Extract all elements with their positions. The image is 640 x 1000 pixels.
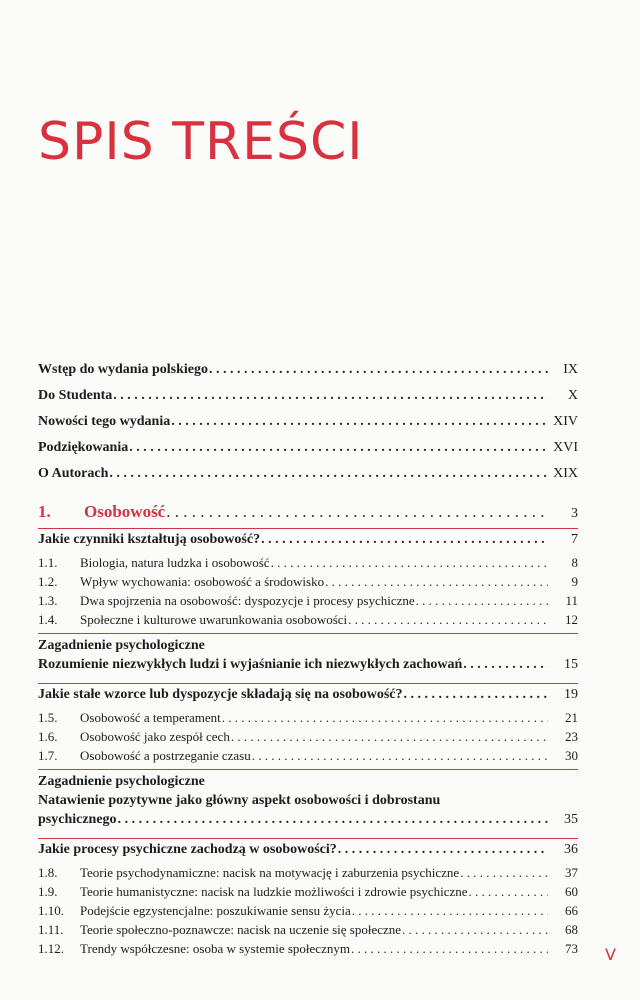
section-number: 1.7.: [38, 748, 58, 763]
toc-issue-1[interactable]: [38, 633, 578, 681]
section-title: Wpływ wychowania: osobowość a środowisko: [80, 574, 325, 589]
toc-subsection[interactable]: [38, 729, 578, 748]
toc-entry-to-student[interactable]: [38, 388, 578, 414]
toc-label: [38, 941, 350, 957]
dot-leader: [166, 502, 548, 522]
toc-subsection[interactable]: [38, 884, 578, 903]
dot-leader: [129, 440, 548, 456]
toc-subsection[interactable]: [38, 710, 578, 729]
toc-page: 9: [571, 574, 578, 589]
section-title: Osobowość a postrzeganie czasu: [80, 748, 251, 763]
toc-page: 11: [565, 593, 578, 608]
toc-page: 66: [565, 903, 578, 918]
toc-label: Jakie procesy psychiczne zachodzą w osobowości?: [38, 842, 337, 857]
toc-page: X: [567, 388, 578, 403]
section-number: 1.1.: [38, 555, 58, 570]
section-title: Teorie psychodynamiczne: nacisk na motywację i zaburzenia psychiczne: [80, 865, 460, 880]
dot-leader: [118, 812, 548, 828]
section-title: Biologia, natura ludzka i osobowość: [80, 555, 270, 570]
section-title: Osobowość jako zespół cech: [80, 729, 230, 744]
toc-page: 12: [565, 612, 578, 627]
dot-leader: [402, 922, 548, 938]
toc-label: Nowości tego wydania: [38, 414, 171, 429]
toc-question[interactable]: [38, 838, 578, 865]
toc-page: 8: [571, 555, 578, 570]
dot-leader: [338, 842, 548, 858]
toc-page: 36: [564, 842, 578, 857]
toc-label: [38, 884, 468, 900]
toc-subsection[interactable]: [38, 593, 578, 612]
page-number: V: [605, 945, 616, 964]
section-title: Teorie społeczno-poznawcze: nacisk na uczenie się społeczne: [80, 922, 402, 937]
toc-label: Jakie stałe wzorce lub dyspozycje składają się na osobowość?: [38, 687, 403, 702]
toc-page: 37: [565, 865, 578, 880]
toc-page: XIV: [553, 414, 578, 429]
toc-page: 15: [564, 657, 578, 672]
dot-leader: [261, 532, 548, 548]
toc-label: Podziękowania: [38, 440, 129, 455]
section-title: Społeczne i kulturowe uwarunkowania osobowości: [80, 612, 348, 627]
dot-leader: [325, 574, 548, 590]
section-title: Osobowość a temperament: [80, 710, 221, 725]
section-number: 1.9.: [38, 884, 58, 899]
toc-page: 35: [564, 812, 578, 827]
dot-leader: [348, 612, 548, 628]
toc-label: [38, 729, 230, 745]
section-number: 1.12.: [38, 941, 64, 956]
toc-page: 30: [565, 748, 578, 763]
section-number: 1.3.: [38, 593, 58, 608]
toc-label: Do Studenta: [38, 388, 113, 403]
toc-label: [38, 922, 401, 938]
issue-title-line: Natawienie pozytywne jako główny aspekt osobowości i dobrostanu: [38, 793, 441, 808]
toc-page: 73: [565, 941, 578, 956]
section-title: Trendy współczesne: osoba w systemie społecznym: [80, 941, 350, 956]
chapter-name: Osobowość: [84, 502, 166, 521]
issue-heading: Zagadnienie psychologiczne: [38, 638, 205, 653]
toc-label: Wstęp do wydania polskiego: [38, 362, 208, 377]
dot-leader: [271, 555, 548, 571]
toc-page: XIX: [553, 466, 578, 481]
toc-label: [38, 574, 324, 590]
toc-page: 60: [565, 884, 578, 899]
toc-label: [38, 865, 459, 881]
toc-issue-2[interactable]: [38, 769, 578, 836]
toc-page: IX: [563, 362, 578, 377]
dot-leader: [460, 865, 548, 881]
dot-leader: [222, 710, 548, 726]
dot-leader: [469, 884, 548, 900]
toc-subsection[interactable]: [38, 748, 578, 767]
toc-label: psychicznego: [38, 812, 117, 827]
chapter-title: [38, 502, 165, 522]
issue-heading: Zagadnienie psychologiczne: [38, 774, 205, 789]
toc-subsection[interactable]: [38, 865, 578, 884]
section-number: 1.6.: [38, 729, 58, 744]
dot-leader: [463, 657, 548, 673]
toc-subsection[interactable]: [38, 612, 578, 631]
toc-label: [38, 710, 221, 726]
dot-leader: [109, 466, 548, 482]
toc-entry-preface[interactable]: [38, 362, 578, 388]
section-number: 1.11.: [38, 922, 64, 937]
toc-label: [38, 612, 347, 628]
dot-leader: [416, 593, 548, 609]
toc-entry-new-edition[interactable]: [38, 414, 578, 440]
toc-page: 19: [564, 687, 578, 702]
section-title: Dwa spojrzenia na osobowość: dyspozycje i procesy psychiczne: [80, 593, 415, 608]
toc-label: O Autorach: [38, 466, 109, 481]
toc-entry-about-authors[interactable]: [38, 466, 578, 492]
toc-label: [38, 555, 270, 571]
section-number: 1.4.: [38, 612, 58, 627]
toc-question[interactable]: [38, 529, 578, 555]
toc-chapter-1[interactable]: [38, 502, 578, 528]
toc-subsection[interactable]: [38, 574, 578, 593]
dot-leader: [252, 748, 548, 764]
section-number: 1.8.: [38, 865, 58, 880]
toc-page: 68: [565, 922, 578, 937]
chapter-number: 1.: [38, 502, 51, 521]
dot-leader: [113, 388, 548, 404]
toc-page: XVI: [553, 440, 578, 455]
toc-page: 23: [565, 729, 578, 744]
page-title: SPIS TREŚCI: [38, 112, 364, 172]
section-number: 1.5.: [38, 710, 58, 725]
toc-label: [38, 593, 415, 609]
toc-label: [38, 903, 351, 919]
toc-subsection[interactable]: [38, 941, 578, 960]
toc-subsection[interactable]: [38, 922, 578, 941]
dot-leader: [171, 414, 548, 430]
section-number: 1.2.: [38, 574, 58, 589]
issue-entry: [38, 657, 578, 681]
toc-question[interactable]: [38, 683, 578, 710]
dot-leader: [352, 903, 548, 919]
section-number: 1.10.: [38, 903, 64, 918]
dot-leader: [351, 941, 548, 957]
toc-label: Rozumienie niezwykłych ludzi i wyjaśnianie ich niezwykłych zachowań: [38, 657, 463, 672]
table-of-contents: [38, 362, 578, 960]
toc-subsection[interactable]: [38, 903, 578, 922]
toc-label: [38, 748, 251, 764]
toc-label: Jakie czynniki kształtują osobowość?: [38, 532, 261, 547]
toc-subsection[interactable]: [38, 555, 578, 574]
dot-leader: [404, 687, 548, 703]
toc-page: 3: [571, 506, 578, 521]
toc-entry-acknowledgements[interactable]: [38, 440, 578, 466]
toc-page: 7: [571, 532, 578, 547]
dot-leader: [209, 362, 548, 378]
issue-entry: [38, 812, 578, 836]
toc-page: 21: [565, 710, 578, 725]
section-title: Teorie humanistyczne: nacisk na ludzkie możliwości i zdrowie psychiczne: [80, 884, 468, 899]
dot-leader: [231, 729, 548, 745]
section-title: Podejście egzystencjalne: poszukiwanie sensu życia: [80, 903, 351, 918]
